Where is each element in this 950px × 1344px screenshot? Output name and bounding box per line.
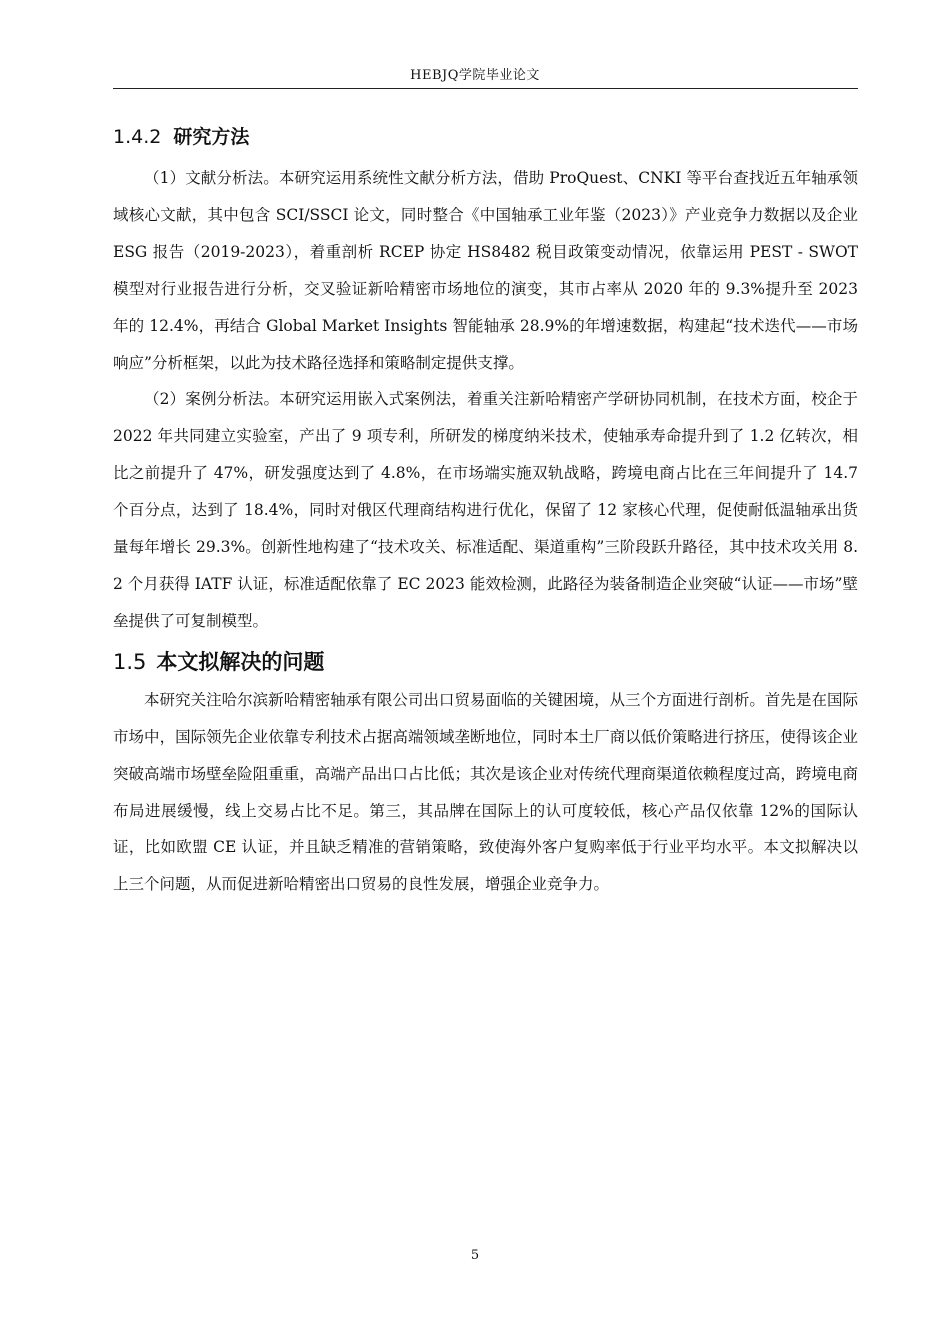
page-header: HEBJQ学院毕业论文: [410, 68, 540, 83]
paragraph-literature-analysis: （1）文献分析法。本研究运用系统性文献分析方法，借助 ProQuest、CNKI 等平台查找近五年轴承领域核心文献，其中包含 SCI/SSCI 论文，同时整合《中国轴承工业年鉴（2023）》产业竞争力数据以及企业 ESG 报告（2019-2023），着重剖析 RCEP 协定 HS8482 税目政策变动情况，依靠运用 PEST - SWOT 模型对行业报告进行分析，交叉验证新哈精密市场地位的演变，其市占率从 2020 年的 9.3%提升至 2023 年的 12.4%，再结合 Global Market Insights 智能轴承 28.9%的年增速数据，构建起“技术迭代——市场响应”分析框架，以此为技术路径选择和策略制定提供支撑。: [113, 169, 858, 372]
section-number: 1.4.2: [113, 126, 162, 148]
header-divider: [113, 88, 858, 89]
paragraph-problems-to-solve: 本研究关注哈尔滨新哈精密轴承有限公司出口贸易面临的关键困境，从三个方面进行剖析。首先是在国际市场中，国际领先企业依靠专利技术占据高端领域垄断地位，同时本土厂商以低价策略进行挤压，使得该企业突破高端市场壁垒险阻重重，高端产品出口占比低；其次是该企业对传统代理商渠道依赖程度过高，跨境电商布局进展缓慢，线上交易占比不足。第三，其品牌在国际上的认可度较低，核心产品仅依靠 12%的国际认证，比如欧盟 CE 认证，并且缺乏精准的营销策略，致使海外客户复购率低于行业平均水平。本文拟解决以上三个问题，从而促进新哈精密出口贸易的良性发展，增强企业竞争力。: [113, 690, 858, 894]
page-number: 5: [470, 1248, 480, 1263]
document-body: [113, 118, 858, 903]
section-heading-1-5: [113, 642, 858, 682]
section-title: 研究方法: [173, 126, 250, 148]
section-number: 1.5: [113, 649, 147, 674]
section-heading-1-4-2: [113, 118, 858, 156]
paragraph-case-analysis: （2）案例分析法。本研究运用嵌入式案例法，着重关注新哈精密产学研协同机制，在技术方面，校企于 2022 年共同建立实验室，产出了 9 项专利，所研发的梯度纳米技术，使轴承寿命提升到了 1.2 亿转次，相比之前提升了 47%，研发强度达到了 4.8%，在市场端实施双轨战略，跨境电商占比在三年间提升了 14.7 个百分点，达到了 18.4%，同时对俄区代理商结构进行优化，保留了 12 家核心代理，促使耐低温轴承出货量每年增长 29.3%。创新性地构建了“技术攻关、标准适配、渠道重构”三阶段跃升路径，其中技术攻关用 8.2 个月获得 IATF 认证，标准适配依靠了 EC 2023 能效检测，此路径为装备制造企业突破“认证——市场”壁垒提供了可复制模型。: [113, 390, 859, 630]
section-title: 本文拟解决的问题: [156, 649, 325, 674]
